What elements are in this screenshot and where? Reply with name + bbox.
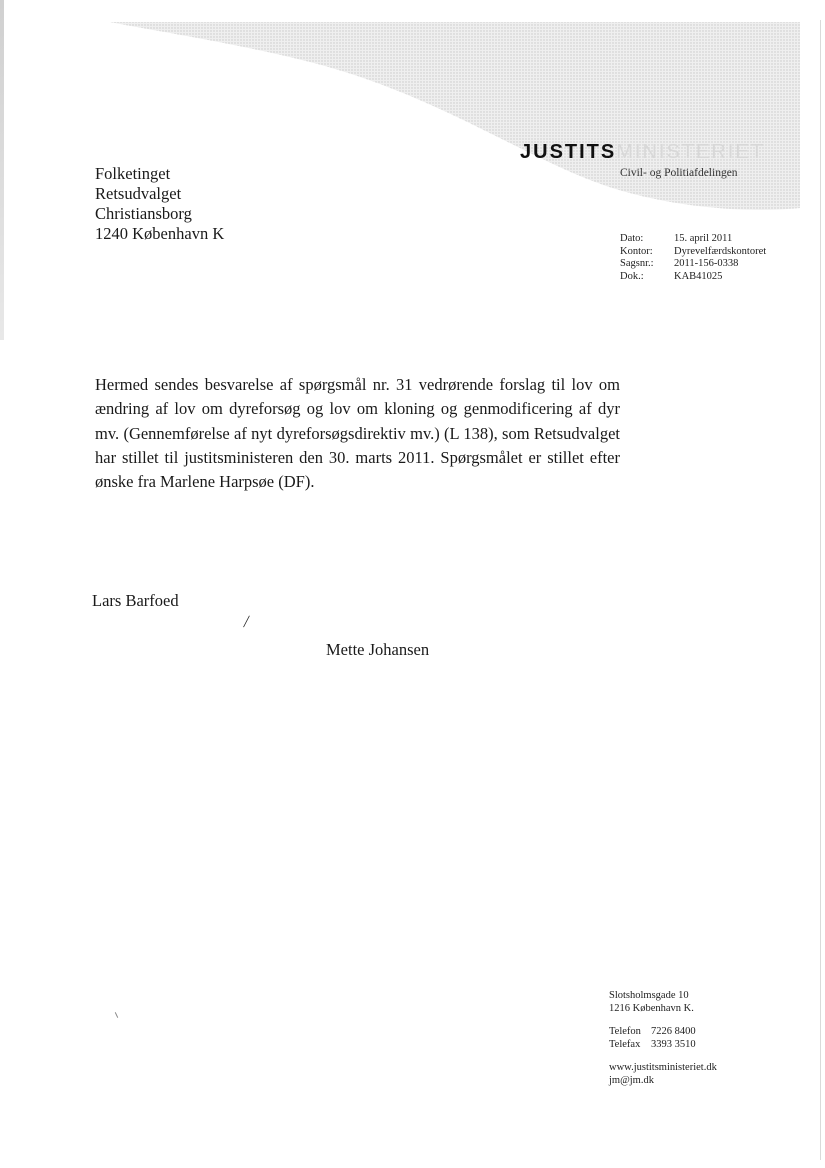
meta-row-doc xyxy=(620,271,766,284)
signature-separator: / xyxy=(242,612,251,631)
phone-value: 7226 8400 xyxy=(651,1026,696,1037)
recipient-line: Retsudvalget xyxy=(95,184,182,203)
meta-label: Dok.: xyxy=(620,270,644,282)
footer-phone xyxy=(609,1025,717,1038)
meta-row-office xyxy=(620,246,766,259)
meta-value: 15. april 2011 xyxy=(674,233,733,244)
recipient-line: Christiansborg xyxy=(95,204,192,223)
ministry-logo xyxy=(520,141,765,164)
meta-label: Sagsnr.: xyxy=(620,258,654,269)
phone-label: Telefon xyxy=(609,1026,641,1037)
logo-text-rest: MINISTERIET xyxy=(616,141,765,163)
footer-street: Slotsholmsgade 10 xyxy=(609,990,689,1001)
document-meta xyxy=(620,233,766,283)
recipient-line: Folketinget xyxy=(95,164,171,183)
meta-label: Dato: xyxy=(620,233,644,244)
meta-row-date xyxy=(620,233,766,246)
recipient-line: 1240 København K xyxy=(95,224,225,243)
meta-value: 2011-156-0338 xyxy=(674,258,739,269)
fax-label: Telefax xyxy=(609,1039,641,1050)
signatory-name: Lars Barfoed xyxy=(92,591,179,610)
meta-row-case xyxy=(620,258,766,271)
footer-city: 1216 København K. xyxy=(609,1003,694,1014)
scan-speck xyxy=(115,1012,118,1018)
logo-text-main: JUSTITS xyxy=(520,141,617,163)
footer-email: jm@jm.dk xyxy=(609,1075,654,1086)
fax-value: 3393 3510 xyxy=(651,1039,696,1050)
footer-fax xyxy=(609,1038,717,1051)
meta-value: KAB41025 xyxy=(674,270,723,282)
recipient-address xyxy=(95,164,224,244)
meta-value: Dyrevelfærdskontoret xyxy=(674,245,767,257)
letter-body-paragraph: Hermed sendes besvarelse af spørgsmål nr. 31 vedrørende forslag til lov om ændring af lov om dyreforsøg og lov om kloning og genmodificering af dyr mv. (Gennemførelse af nyt dyreforsøgsdirektiv mv.) (L 138), som Retsudvalget har stillet til justitsministeren den 30. marts 2011. Spørgsmålet er stillet efter ønske fra Marlene Harpsøe (DF). xyxy=(95,375,620,492)
meta-label: Kontor: xyxy=(620,245,653,257)
department-name: Civil- og Politiafdelingen xyxy=(620,167,738,179)
footer-website: www.justitsministeriet.dk xyxy=(609,1062,717,1073)
footer-contact xyxy=(609,989,717,1087)
cosignatory-name: Mette Johansen xyxy=(326,640,430,659)
